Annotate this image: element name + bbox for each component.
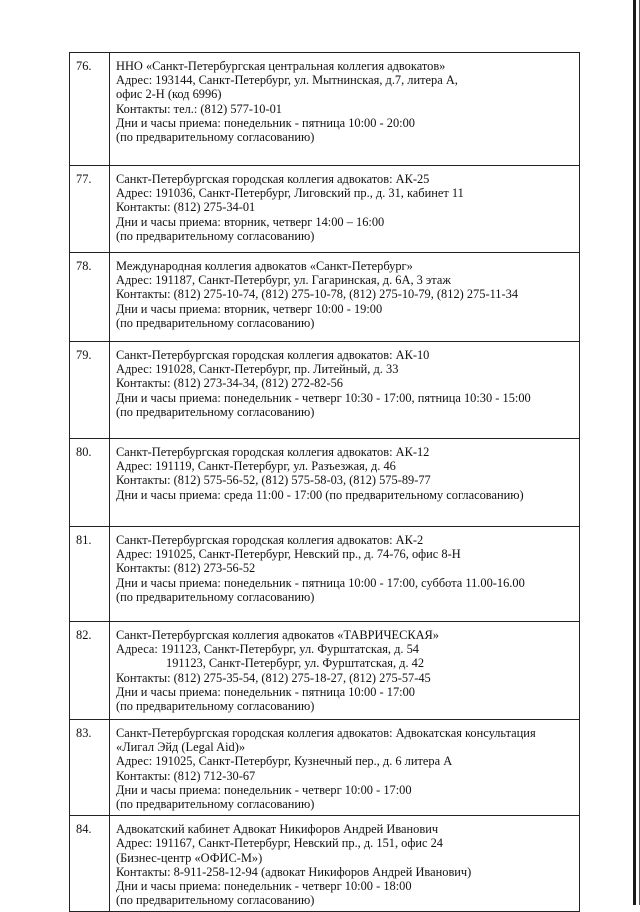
entry-number: 77. [70, 166, 110, 253]
org-address: Адрес: 191025, Санкт-Петербург, Невский пр., д. 74-76, офис 8-Н [116, 547, 461, 562]
org-name: ННО «Санкт-Петербургская центральная коллегия адвокатов» [116, 59, 446, 73]
table-row [70, 622, 580, 720]
legal-aid-organizations-table [69, 52, 580, 912]
org-address: Адрес: 193144, Санкт-Петербург, ул. Мытнинская, д.7, литера А, [116, 73, 458, 88]
org-hours: Дни и часы приема: понедельник - четверг 10:30 - 17:00, пятница 10:30 - 15:00 [116, 390, 531, 405]
table-row [70, 53, 580, 166]
entry-details [110, 622, 580, 720]
org-name: Санкт-Петербургская городская коллегия адвокатов: Адвокатская консультация [116, 726, 536, 740]
org-name-cont: «Лигал Эйд (Legal Aid)» [116, 740, 246, 755]
org-name: Санкт-Петербургская городская коллегия адвокатов: АК-2 [116, 533, 424, 547]
org-name: Санкт-Петербургская коллегия адвокатов «ТАВРИЧЕСКАЯ» [116, 628, 440, 642]
org-contacts: Контакты: (812) 275-34-01 [116, 200, 256, 215]
table-row [70, 720, 580, 816]
entry-number: 78. [70, 253, 110, 342]
scan-page-edge [633, 0, 636, 905]
org-hours: Дни и часы приема: понедельник - пятница 10:00 - 20:00 [116, 115, 415, 130]
entry-details [110, 53, 580, 166]
entry-details [110, 816, 580, 912]
table-row [70, 816, 580, 912]
entry-details [110, 527, 580, 622]
org-hours: Дни и часы приема: вторник, четверг 14:00 – 16:00 [116, 214, 385, 229]
org-hours: Дни и часы приема: вторник, четверг 10:00 - 19:00 [116, 301, 383, 316]
org-contacts: Контакты: (812) 275-10-74, (812) 275-10-78, (812) 275-10-79, (812) 275-11-34 [116, 287, 519, 302]
org-address: Адрес: 191025, Санкт-Петербург, Кузнечный пер., д. 6 литера А [116, 754, 453, 769]
org-address: Адрес: 191119, Санкт-Петербург, ул. Разъезжая, д. 46 [116, 459, 396, 474]
org-contacts: Контакты: (812) 273-34-34, (812) 272-82-56 [116, 376, 343, 391]
entry-details [110, 253, 580, 342]
org-address-cont: офис 2-Н (код 6996) [116, 87, 222, 102]
table-row [70, 253, 580, 342]
entry-number: 76. [70, 53, 110, 166]
org-hours: Дни и часы приема: понедельник - четверг 10:00 - 18:00 [116, 878, 412, 893]
org-address-second: 191123, Санкт-Петербург, ул. Фурштатская, д. 42 [166, 656, 425, 671]
org-hours: Дни и часы приема: понедельник - четверг 10:00 - 17:00 [116, 782, 412, 797]
entry-number: 79. [70, 342, 110, 439]
entry-number: 82. [70, 622, 110, 720]
org-address: Адрес: 191167, Санкт-Петербург, Невский пр., д. 151, офис 24 [116, 836, 444, 851]
org-contacts: Контакты: тел.: (812) 577-10-01 [116, 101, 282, 116]
entry-details [110, 166, 580, 253]
org-address: Адрес: 191187, Санкт-Петербург, ул. Гагаринская, д. 6А, 3 этаж [116, 273, 451, 288]
org-hours: Дни и часы приема: среда 11:00 - 17:00 (по предварительному согласованию) [116, 487, 524, 502]
entry-number: 83. [70, 720, 110, 816]
entry-number: 81. [70, 527, 110, 622]
org-note: (по предварительному согласованию) [116, 796, 315, 811]
org-address: Адреса: 191123, Санкт-Петербург, ул. Фурштатская, д. 54 [116, 642, 419, 657]
org-address: Адрес: 191036, Санкт-Петербург, Лиговский пр., д. 31, кабинет 11 [116, 186, 464, 201]
org-name: Санкт-Петербургская городская коллегия адвокатов: АК-25 [116, 172, 430, 186]
org-name: Международная коллегия адвокатов «Санкт-Петербург» [116, 259, 413, 273]
entry-details [110, 720, 580, 816]
org-contacts: Контакты: (812) 275-35-54, (812) 275-18-27, (812) 275-57-45 [116, 670, 431, 685]
entry-number: 80. [70, 439, 110, 527]
org-contacts: Контакты: (812) 575-56-52, (812) 575-58-03, (812) 575-89-77 [116, 473, 431, 488]
org-hours: Дни и часы приема: понедельник - пятница 10:00 - 17:00 [116, 684, 415, 699]
org-name: Адвокатский кабинет Адвокат Никифоров Андрей Иванович [116, 822, 439, 837]
org-note: (по предварительному согласованию) [116, 589, 315, 604]
org-name: Санкт-Петербургская городская коллегия адвокатов: АК-12 [116, 445, 430, 459]
org-note: (по предварительному согласованию) [116, 893, 315, 908]
org-address: Адрес: 191028, Санкт-Петербург, пр. Литейный, д. 33 [116, 362, 399, 377]
table-row [70, 166, 580, 253]
entry-details [110, 342, 580, 439]
entry-number: 84. [70, 816, 110, 912]
entry-details [110, 439, 580, 527]
org-note: (по предварительному согласованию) [116, 698, 315, 713]
org-note: (по предварительному согласованию) [116, 129, 315, 144]
org-hours: Дни и часы приема: понедельник - пятница 10:00 - 17:00, суббота 11.00-16.00 [116, 575, 525, 590]
org-note: (по предварительному согласованию) [116, 228, 315, 243]
table-row [70, 527, 580, 622]
org-note: (по предварительному согласованию) [116, 404, 315, 419]
org-contacts: Контакты: (812) 273-56-52 [116, 561, 256, 576]
org-address-cont: (Бизнес-центр «ОФИС-М») [116, 850, 263, 865]
org-name: Санкт-Петербургская городская коллегия адвокатов: АК-10 [116, 348, 430, 362]
org-note: (по предварительному согласованию) [116, 315, 315, 330]
table-row [70, 439, 580, 527]
org-contacts: Контакты: 8-911-258-12-94 (адвокат Никифоров Андрей Иванович) [116, 864, 472, 879]
table-row [70, 342, 580, 439]
org-contacts: Контакты: (812) 712-30-67 [116, 768, 256, 783]
